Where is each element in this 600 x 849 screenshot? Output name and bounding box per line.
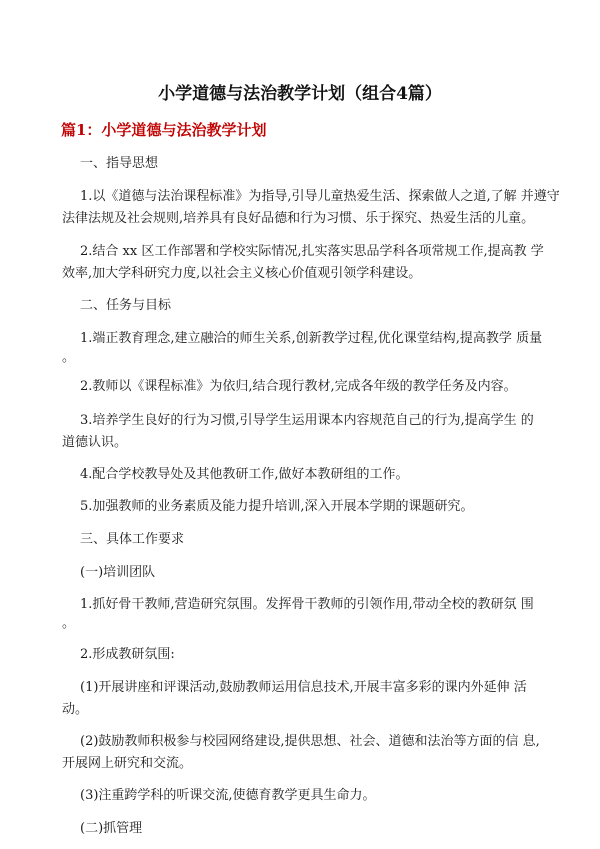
heading-guiding-ideology: 一、指导思想 xyxy=(80,156,159,171)
paragraph-line: 2.教师以《课程标准》为依归,结合现行教材,完成各年级的教学任务及内容。 xyxy=(80,379,517,394)
paragraph-line: 1.以《道德与法治课程标准》为指导,引导儿童热爱生活、探索做人之道,了解 并遵守 xyxy=(80,189,560,204)
paragraph-line: 4.配合学校教导处及其他教研工作,做好本教研组的工作。 xyxy=(80,467,409,482)
document-title: 小学道德与法治教学计划（组合4篇） xyxy=(158,84,442,104)
section-heading: 篇1：小学道德与法治教学计划 xyxy=(61,121,267,139)
paragraph-line: 1.抓好骨干教师,营造研究氛围。发挥骨干教师的引领作用,带动全校的教研氛 围 xyxy=(80,597,534,612)
paragraph-line: (2)鼓励教师积极参与校园网络建设,提供思想、社会、道德和法治等方面的信 息, xyxy=(80,734,540,749)
paragraph-line: (1)开展讲座和评课活动,鼓励教师运用信息技术,开展丰富多彩的课内外延伸 活 xyxy=(80,680,527,695)
paragraph-line: 2.形成教研氛围: xyxy=(80,647,175,662)
paragraph-line: 法律法规及社会规则,培养具有良好品德和行为习惯、乐于探究、热爱生活的儿童。 xyxy=(62,211,535,226)
subheading-management: (二)抓管理 xyxy=(80,821,143,836)
paragraph-line: 2.结合 xx 区工作部署和学校实际情况,扎实落实思品学科各项常规工作,提高教 学 xyxy=(80,244,544,259)
paragraph-line: 开展网上研究和交流。 xyxy=(62,756,193,771)
paragraph-line: 效率,加大学科研究力度,以社会主义核心价值观引领学科建设。 xyxy=(62,266,422,281)
paragraph-line: 。 xyxy=(62,350,76,365)
paragraph-line: 5.加强教师的业务素质及能力提升培训,深入开展本学期的课题研究。 xyxy=(80,499,474,514)
paragraph-line: 道德认识。 xyxy=(62,435,128,450)
paragraph-line: 3.培养学生良好的行为习惯,引导学生运用课本内容规范自己的行为,提高学生 的 xyxy=(80,413,534,428)
paragraph-line: 1.端正教育理念,建立融洽的师生关系,创新教学过程,优化课堂结构,提高教学 质量 xyxy=(80,331,543,346)
paragraph-line: 。 xyxy=(62,616,76,631)
subheading-training: (一)培训团队 xyxy=(80,565,156,580)
paragraph-line: 动。 xyxy=(62,702,89,717)
heading-tasks-goals: 二、任务与目标 xyxy=(80,298,172,313)
paragraph-line: (3)注重跨学科的听课交流,使德育教学更具生命力。 xyxy=(80,788,376,803)
heading-work-requirements: 三、具体工作要求 xyxy=(80,532,185,547)
